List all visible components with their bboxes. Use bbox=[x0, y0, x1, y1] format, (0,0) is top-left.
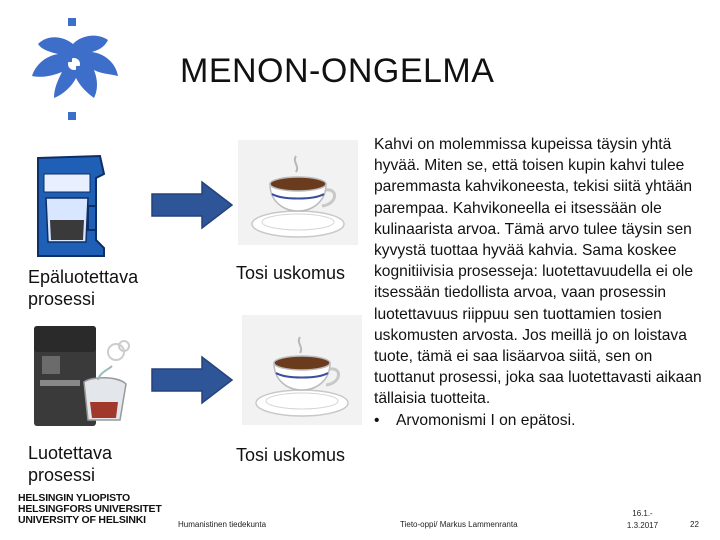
footer-date-line1: 16.1.- bbox=[632, 509, 653, 518]
arrow-right-icon bbox=[150, 355, 235, 405]
coffee-cup-image-2 bbox=[242, 315, 362, 425]
coffee-cup-icon bbox=[242, 315, 362, 425]
true-belief-label-2: Tosi uskomus bbox=[236, 445, 346, 465]
coffee-cup-image-1 bbox=[238, 140, 358, 245]
footer-date bbox=[620, 508, 665, 532]
university-name-en: UNIVERSITY OF HELSINKI bbox=[18, 514, 146, 526]
footer-faculty: Humanistinen tiedekunta bbox=[178, 520, 267, 529]
body-text bbox=[374, 134, 704, 431]
coffee-maker-reliable-image bbox=[28, 322, 143, 432]
university-logo-icon bbox=[18, 14, 133, 124]
body-paragraph: Kahvi on molemmissa kupeissa täysin yhtä hyvää. Miten se, että toisen kupin kahvi tulee paremmasta kahvikoneesta, tekisi siitä yhtään parempaa. Kahvikoneella ei itsessään ole kulinaarista arvoa. Tämä arvo tulee täysin sen kyvystä tuottaa hyvää kahvia. Sama koskee kognitiivisia prosesseja: luotettavuudella ei ole itsessään tiedollista arvoa, vaan prosessin luotettavuus riippuu sen tuottamien tosien uskomusten arvosta. Jos meillä jo on loistava tuote, tämä ei saa lisäarvoa siitä, sen on tuottanut prosessi, joka saa luotettavasti aikaan tällaisia tuotteita. bbox=[374, 136, 702, 408]
university-name bbox=[18, 493, 162, 526]
page-number: 22 bbox=[690, 520, 699, 529]
footer-course: Tieto-oppi/ Markus Lammenranta bbox=[400, 520, 518, 529]
espresso-machine-icon bbox=[28, 322, 143, 432]
coffee-maker-unreliable-image bbox=[30, 150, 115, 260]
footer-date-line2: 1.3.2017 bbox=[626, 521, 659, 530]
arrow-right-icon bbox=[150, 180, 235, 230]
bullet-text: Arvomonismi I on epätosi. bbox=[396, 411, 576, 429]
page-title: MENON-ONGELMA bbox=[180, 52, 495, 90]
true-belief-label-1: Tosi uskomus bbox=[236, 263, 346, 283]
unreliable-process-label: Epäluotettava prosessi bbox=[28, 267, 139, 309]
university-name-fi: HELSINGIN YLIOPISTO bbox=[18, 492, 130, 504]
bullet-item bbox=[374, 410, 704, 431]
reliable-process-label: Luotettava prosessi bbox=[28, 443, 113, 485]
bullet-mark: • bbox=[374, 411, 380, 429]
coffee-cup-icon bbox=[238, 140, 358, 245]
university-name-sv: HELSINGFORS UNIVERSITET bbox=[18, 503, 162, 515]
coffee-maker-icon bbox=[30, 150, 115, 260]
